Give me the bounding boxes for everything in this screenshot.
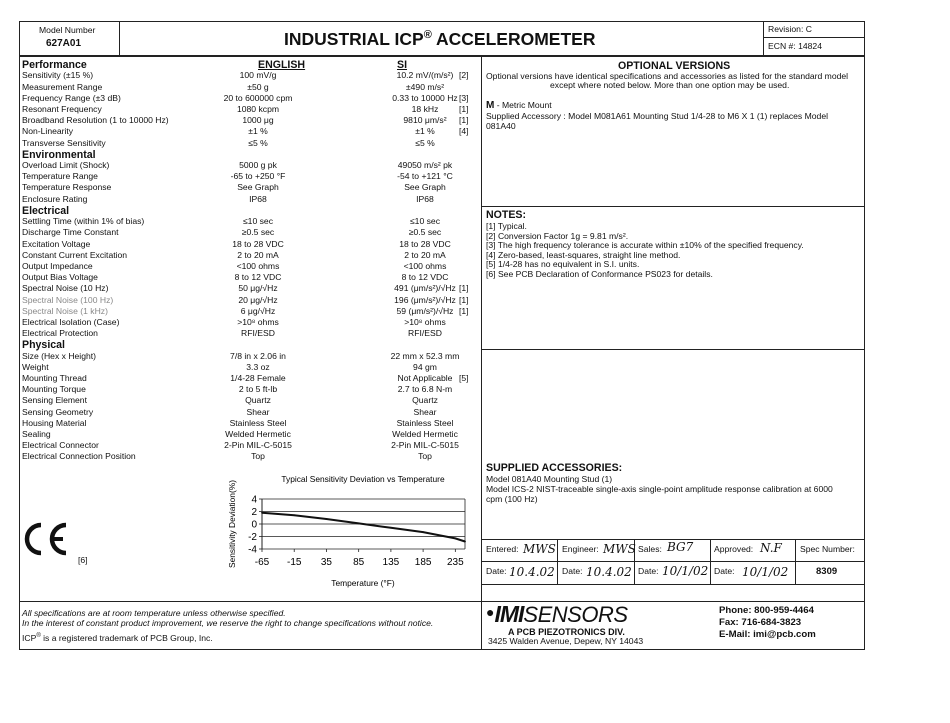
spec-value-english: ±50 g	[247, 81, 269, 92]
revision: Revision: C	[768, 24, 812, 34]
engineer-label: Engineer:	[562, 544, 599, 554]
spec-note: [1]	[459, 103, 469, 114]
spec-value-english: 1/4-28 Female	[230, 373, 286, 383]
spec-value-si: 59 (μm/s²)/√Hz	[396, 305, 454, 316]
spec-value-si: IP68	[416, 193, 434, 204]
spec-value-si: 2-Pin MIL-C-5015	[391, 440, 459, 451]
ce-mark	[22, 521, 72, 562]
spec-label: Resonant Frequency	[22, 103, 102, 114]
email: E-Mail: imi@pcb.com	[719, 629, 816, 640]
date-sales: 10/1/02	[662, 564, 709, 578]
x-tick-label: -15	[286, 557, 302, 568]
spec-value-english: Quartz	[245, 395, 271, 406]
company-address: 3425 Walden Avenue, Depew, NY 14043	[488, 636, 644, 646]
header-divider	[763, 21, 764, 56]
x-tick-label: 135	[382, 557, 400, 568]
spec-value-si: ≥0.5 sec	[408, 227, 442, 238]
sales-label: Sales:	[638, 544, 662, 554]
spec-label: Transverse Sensitivity	[22, 137, 106, 148]
x-axis-label: Temperature (°F)	[331, 578, 395, 588]
spec-row	[22, 373, 472, 384]
spec-value-si: 0.33 to 10000 Hz	[392, 92, 458, 103]
spec-value-si: RFI/ESD	[408, 328, 442, 339]
spec-value-si: 196 (μm/s²)/√Hz	[394, 294, 456, 305]
data-point	[293, 514, 295, 516]
spec-value-english: RFI/ESD	[241, 328, 275, 339]
spec-value-english: 20 μg/√Hz	[238, 294, 278, 305]
spec-value-si: 10.2 mV/(m/s²)	[396, 70, 454, 81]
spec-value-si: 2.7 to 6.8 N-m	[397, 384, 453, 395]
section-heading: Physical	[22, 339, 65, 352]
spec-value-english: 3.3 oz	[246, 361, 270, 372]
spec-label: Weight	[22, 361, 49, 372]
temperature-chart	[225, 470, 475, 595]
ce-note: [6]	[78, 555, 88, 565]
spec-value-english: 6 μg/√Hz	[240, 305, 276, 316]
spec-value-english: ±1 %	[248, 126, 268, 137]
spec-row	[22, 306, 472, 317]
spec-row	[22, 272, 472, 283]
spec-label: Sensing Geometry	[22, 406, 94, 417]
spec-row	[22, 328, 472, 339]
sales-initials: BG7	[667, 540, 694, 554]
signoff-border	[481, 584, 865, 585]
date-engineer: 10.4.02	[586, 565, 632, 579]
y-tick-label: -2	[248, 532, 257, 543]
spec-value-english: 2-Pin MIL-C-5015	[224, 440, 292, 451]
data-point	[464, 541, 466, 543]
spec-label: Non-Linearity	[22, 126, 74, 137]
spec-value-english: Top	[251, 451, 265, 462]
spec-label: Frequency Range (±3 dB)	[22, 92, 121, 103]
logo-mark-icon: ●	[486, 604, 495, 620]
y-tick-label: 2	[251, 507, 257, 518]
spec-row	[22, 351, 472, 362]
spec-row	[22, 440, 472, 451]
spec-value-si: 18 kHz	[411, 103, 439, 114]
spec-row	[22, 160, 472, 171]
spec-label: Temperature Response	[22, 182, 112, 193]
company-division: A PCB PIEZOTRONICS DIV.	[508, 627, 625, 637]
option-metric: M - Metric Mount	[486, 100, 552, 111]
spec-label: Electrical Isolation (Case)	[22, 316, 120, 327]
spec-row	[22, 70, 472, 81]
section-heading: Electrical	[22, 204, 70, 217]
spec-row	[22, 82, 472, 93]
accessory-item: Model ICS-2 NIST-traceable single-axis single-point amplitude response calibration at 6000	[486, 484, 833, 494]
x-tick-label: 35	[320, 557, 333, 568]
spec-value-english: <100 ohms	[236, 260, 280, 271]
y-axis-label: Sensitivity Deviation(%)	[227, 480, 237, 568]
chart-title: Typical Sensitivity Deviation vs Temperature	[281, 474, 445, 484]
note-item: [4] Zero-based, least-squares, straight line method.	[486, 249, 681, 260]
spec-value-si: Not Applicable	[397, 373, 453, 383]
spec-row	[22, 93, 472, 104]
spec-label: Excitation Voltage	[22, 238, 91, 249]
accessory-item: cpm (100 Hz)	[486, 494, 538, 504]
optional-intro-2: except where noted below. More than one option may be used.	[550, 80, 790, 90]
spec-value-english: ≥0.5 sec	[241, 227, 275, 238]
spec-value-si: 9810 μm/s²	[403, 115, 447, 126]
optional-intro: Optional versions have identical specifications and accessories as listed for the standard model	[486, 71, 849, 81]
spec-value-english: 5000 g pk	[239, 160, 277, 170]
x-tick-label: -65	[254, 557, 270, 568]
spec-note: [2]	[459, 70, 469, 81]
entered-label: Entered:	[486, 544, 519, 554]
spec-label: Sealing	[22, 429, 51, 439]
company-logo	[486, 601, 628, 628]
spec-value-si: 8 to 12 VDC	[401, 272, 449, 283]
spec-value-english: Welded Hermetic	[225, 429, 291, 439]
column-header-english: ENGLISH	[258, 59, 306, 71]
model-number: 627A01	[46, 38, 82, 49]
date-entered: 10.4.02	[509, 565, 555, 579]
spec-label: Electrical Connector	[22, 440, 99, 451]
date-label: Date:	[714, 566, 735, 576]
spec-label: Constant Current Excitation	[22, 249, 128, 260]
note-item: [1] Typical.	[486, 221, 527, 231]
spec-row	[22, 239, 472, 250]
spec-value-si: See Graph	[404, 182, 446, 193]
spec-label: Sensing Element	[22, 395, 87, 406]
note-item: [2] Conversion Factor 1g = 9.81 m/s².	[486, 230, 629, 241]
spec-label: Electrical Connection Position	[22, 451, 136, 462]
logo-sensors: SENSORS	[523, 602, 628, 627]
signoff-border	[481, 561, 865, 562]
spec-label: Sensitivity (±15 %)	[22, 70, 94, 81]
y-tick-label: -4	[248, 544, 257, 556]
notes-title: NOTES:	[486, 209, 527, 221]
spec-row	[22, 216, 472, 227]
approved-label: Approved:	[714, 544, 754, 554]
spec-row	[22, 104, 472, 115]
spec-label: Measurement Range	[22, 81, 103, 92]
spec-value-si: 18 to 28 VDC	[399, 238, 451, 249]
spec-value-si: Welded Hermetic	[392, 429, 458, 439]
spec-value-english: 2 to 20 mA	[237, 249, 279, 260]
option-metric-detail-2: 081A40	[486, 121, 516, 131]
fax: Fax: 716-684-3823	[719, 617, 802, 628]
y-tick-label: 0	[251, 519, 257, 531]
spec-value-si: Shear	[413, 406, 437, 417]
section-heading: Performance	[22, 59, 87, 71]
spec-value-si: ≤5 %	[415, 137, 435, 148]
spec-row	[22, 395, 472, 406]
footer-divider	[19, 601, 865, 602]
date-label: Date:	[562, 566, 583, 576]
spec-note: [5]	[459, 373, 469, 383]
date-label: Date:	[486, 566, 507, 576]
spec-value-english: 20 to 600000 cpm	[223, 92, 293, 103]
spec-note: [1]	[459, 294, 469, 305]
accessories-title: SUPPLIED ACCESSORIES:	[486, 462, 623, 474]
spec-value-si: ±1 %	[415, 126, 435, 137]
spec-row	[22, 194, 472, 205]
logo-imi: IMI	[494, 601, 524, 627]
optional-divider	[481, 206, 865, 207]
accessory-item: Model 081A40 Mounting Stud (1)	[486, 474, 613, 484]
spec-row	[22, 362, 472, 373]
spec-value-si: 22 mm x 52.3 mm	[390, 350, 460, 361]
spec-value-si: >10⁸ ohms	[404, 316, 446, 327]
spec-value-english: -65 to +250 °F	[230, 171, 286, 182]
optional-versions-title: OPTIONAL VERSIONS	[618, 60, 731, 72]
section-heading: Environmental	[22, 148, 96, 161]
note-item: [3] The high frequency tolerance is accurate within ±10% of the specified frequency.	[486, 240, 804, 251]
spec-label: Temperature Range	[22, 171, 98, 182]
spec-row	[22, 384, 472, 395]
spec-label: Mounting Thread	[22, 373, 87, 383]
spec-value-english: 18 to 28 VDC	[232, 238, 284, 249]
spec-label: Mounting Torque	[22, 384, 86, 395]
spec-row	[22, 295, 472, 306]
option-metric-detail: Supplied Accessory : Model M081A61 Mounting Stud 1/4-28 to M6 X 1 (1) replaces Model	[486, 111, 829, 121]
engineer-initials: MWS	[603, 542, 636, 556]
spec-value-english: 2 to 5 ft-lb	[238, 384, 278, 395]
data-point	[261, 512, 263, 514]
spec-value-si: 2 to 20 mA	[404, 249, 446, 260]
spec-row	[22, 283, 472, 294]
spec-value-si: 491 (μm/s²)/√Hz	[394, 283, 456, 294]
spec-value-si: 94 gm	[413, 361, 437, 372]
spec-value-si: Stainless Steel	[396, 417, 454, 428]
series-line	[262, 513, 465, 542]
spec-number: 8309	[816, 566, 838, 577]
temperature-chart-svg	[225, 470, 475, 595]
header-divider	[119, 21, 120, 56]
spec-label: Size (Hex x Height)	[22, 350, 97, 361]
spec-row	[22, 418, 472, 429]
spec-label: Discharge Time Constant	[22, 227, 119, 238]
spec-note: [3]	[459, 92, 469, 103]
y-tick-label: 4	[251, 494, 257, 506]
spec-row	[22, 126, 472, 137]
spec-value-si: ±490 m/s²	[405, 81, 445, 92]
spec-row	[22, 227, 472, 238]
spec-label: Broadband Resolution (1 to 10000 Hz)	[22, 115, 169, 126]
spec-value-english: 7/8 in x 2.06 in	[230, 350, 286, 361]
spec-value-si: Top	[418, 451, 432, 462]
spec-value-english: 1080 kcpm	[236, 103, 280, 114]
spec-note: [1]	[459, 115, 469, 126]
spec-row	[22, 317, 472, 328]
spec-value-english: ≤10 sec	[242, 216, 274, 227]
spec-label: Output Bias Voltage	[22, 272, 98, 283]
approved-initials: N.F	[760, 541, 782, 555]
spec-label: Spectral Noise (1 kHz)	[22, 305, 108, 316]
spec-label: Enclosure Rating	[22, 193, 88, 204]
signoff-border	[710, 539, 711, 584]
notes-divider	[481, 349, 865, 350]
spec-value-english: >10⁸ ohms	[237, 316, 279, 327]
column-header-si: SI	[397, 59, 408, 71]
spec-value-english: 1000 μg	[242, 115, 274, 126]
date-approved: 10/1/02	[742, 565, 789, 579]
data-point	[326, 518, 328, 520]
spec-value-english: 8 to 12 VDC	[234, 272, 282, 283]
spec-note: [4]	[459, 126, 469, 137]
spec-value-si: -54 to +121 °C	[397, 171, 453, 182]
x-tick-label: 85	[353, 557, 365, 568]
spec-value-si: ≤10 sec	[409, 216, 441, 227]
spec-value-english: ≤5 %	[248, 137, 268, 148]
spec-value-english: IP68	[249, 193, 267, 204]
x-tick-label: 235	[446, 557, 464, 568]
trademark-notice: ICP® is a registered trademark of PCB Group, Inc.	[22, 632, 213, 643]
spec-row	[22, 451, 472, 462]
spec-value-english: See Graph	[237, 182, 279, 193]
spec-label: Housing Material	[22, 417, 87, 428]
data-point	[390, 527, 392, 529]
signoff-border	[557, 539, 558, 584]
signoff-border	[795, 539, 796, 584]
data-point	[454, 537, 456, 539]
spec-note: [1]	[459, 305, 469, 316]
spec-value-english: Shear	[246, 406, 270, 417]
data-point	[422, 531, 424, 533]
spec-row	[22, 429, 472, 440]
data-point	[358, 522, 360, 524]
entered-initials: MWS	[523, 542, 556, 556]
ce-mark-icon	[22, 521, 72, 557]
spec-value-english: 100 mV/g	[239, 70, 277, 81]
spec-label: Spectral Noise (100 Hz)	[22, 294, 114, 305]
disclaimer: All specifications are at room temperature unless otherwise specified.	[22, 608, 286, 618]
ecn-number: ECN #: 14824	[768, 41, 822, 51]
spec-label: Output Impedance	[22, 260, 93, 271]
header-divider	[763, 37, 865, 38]
spec-value-si: <100 ohms	[403, 260, 447, 271]
spec-label: Overload Limit (Shock)	[22, 160, 110, 170]
note-item: [6] See PCB Declaration of Conformance PS023 for details.	[486, 269, 713, 279]
spec-row	[22, 171, 472, 182]
spec-value-english: Stainless Steel	[229, 417, 287, 428]
spec-value-si: 49050 m/s² pk	[397, 160, 453, 170]
phone: Phone: 800-959-4464	[719, 605, 814, 616]
disclaimer-2: In the interest of constant product improvement, we reserve the right to change specifications without notice.	[22, 618, 434, 628]
date-label: Date:	[638, 566, 659, 576]
spec-row	[22, 407, 472, 418]
spec-label: Electrical Protection	[22, 328, 98, 339]
spec-row	[22, 250, 472, 261]
spec-row	[22, 138, 472, 149]
spec-label: Spectral Noise (10 Hz)	[22, 283, 109, 294]
spec-row	[22, 182, 472, 193]
note-item: [5] 1/4-28 has no equivalent in S.I. units.	[486, 259, 640, 270]
x-tick-label: 185	[414, 557, 432, 568]
spec-value-english: 50 μg/√Hz	[238, 283, 278, 294]
spec-label: Settling Time (within 1% of bias)	[22, 216, 145, 227]
spec-row	[22, 261, 472, 272]
spec-note: [1]	[459, 283, 469, 294]
page-title: INDUSTRIAL ICP® ACCELEROMETER	[284, 29, 596, 49]
spec-number-label: Spec Number:	[800, 544, 855, 554]
spec-row	[22, 115, 472, 126]
spec-value-si: Quartz	[412, 395, 438, 406]
model-number-label: Model Number	[39, 25, 96, 35]
